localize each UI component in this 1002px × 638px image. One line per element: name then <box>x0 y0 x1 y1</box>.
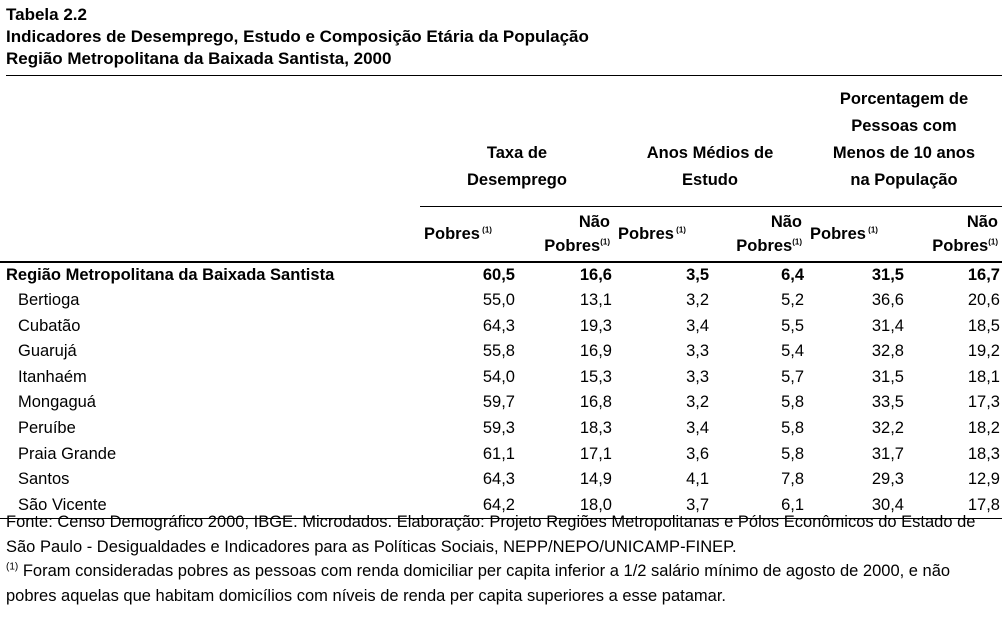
subheader-pobres-label: Pobres <box>618 224 674 243</box>
row-label: Bertioga <box>18 291 80 310</box>
cell-value: 4,1 <box>686 470 709 489</box>
cell-value: 31,5 <box>871 367 904 386</box>
cell-value: 5,2 <box>781 291 804 310</box>
cell-value: 18,2 <box>967 419 1000 438</box>
table-row <box>0 442 1002 468</box>
cell-value: 55,0 <box>482 291 515 310</box>
table-title: Indicadores de Desemprego, Estudo e Composição Etária da População <box>6 27 589 46</box>
cell-value: 3,3 <box>686 367 709 386</box>
cell-value: 3,4 <box>686 316 709 335</box>
cell-value: 31,5 <box>871 265 904 284</box>
note-marker: (1) <box>865 225 878 234</box>
cell-value: 64,3 <box>482 470 515 489</box>
subheader-pobres <box>420 206 517 262</box>
cell-value: 32,2 <box>871 419 904 438</box>
subheader-pobres-label: Pobres <box>736 236 793 255</box>
subheader-row <box>0 206 1002 262</box>
cell-value: 7,8 <box>781 470 804 489</box>
cell-value: 32,8 <box>871 342 904 361</box>
cell-value: 5,7 <box>781 367 804 386</box>
cell-value: 3,2 <box>686 393 709 412</box>
table-body <box>0 262 1002 519</box>
table-row <box>0 339 1002 365</box>
cell-value: 13,1 <box>579 291 612 310</box>
group-header-line: Anos Médios de <box>646 143 774 162</box>
subheader-pobres-label: Pobres <box>932 236 989 255</box>
subheader-nao-label: Não <box>966 212 998 231</box>
cell-value: 16,8 <box>579 393 612 412</box>
subheader-pobres-label: Pobres <box>810 224 866 243</box>
subheader-pobres-label: Pobres <box>424 224 480 243</box>
subheader-nao-label: Não <box>578 212 610 231</box>
row-label: Itanhaém <box>18 367 87 386</box>
group-header-line: Desemprego <box>467 170 567 189</box>
cell-value: 5,4 <box>781 342 804 361</box>
cell-value: 6,1 <box>711 493 806 519</box>
table-row <box>0 262 1002 289</box>
row-label: São Vicente <box>0 493 420 519</box>
subheader-pobres-label: Pobres <box>544 236 601 255</box>
table-row <box>0 365 1002 391</box>
data-table <box>0 78 1002 519</box>
cell-value: 5,8 <box>781 393 804 412</box>
note-marker: (1) <box>792 237 802 246</box>
cell-value: 33,5 <box>871 393 904 412</box>
group-header-line: Porcentagem de <box>839 89 969 108</box>
top-rule <box>6 75 1002 76</box>
group-header-line: na População <box>850 170 958 189</box>
subheader-pobres <box>614 206 711 262</box>
subheader-nao-pobres <box>906 206 1002 262</box>
cell-value: 6,4 <box>781 265 804 284</box>
cell-value: 18,3 <box>967 444 1000 463</box>
cell-value: 3,5 <box>686 265 709 284</box>
table-title-block <box>6 4 589 70</box>
row-label: Cubatão <box>18 316 81 335</box>
subheader-nao-pobres <box>517 206 614 262</box>
cell-value: 19,3 <box>579 316 612 335</box>
group-header-line: Estudo <box>682 170 738 189</box>
subheader-pobres <box>806 206 906 262</box>
cell-value: 64,3 <box>482 316 515 335</box>
cell-value: 16,7 <box>967 265 1000 284</box>
cell-value: 5,8 <box>781 444 804 463</box>
cell-value: 18,1 <box>967 367 1000 386</box>
footnote-text: Foram consideradas pobres as pessoas com renda domiciliar per capita inferior a 1/2 salário mínimo de agosto de 2000, e não pobres aquelas que habitam domicílios com níveis de renda per capita superiores a esse patamar. <box>6 562 951 605</box>
group-header-desemprego <box>420 78 614 206</box>
cell-value: 31,4 <box>871 316 904 335</box>
row-label: Guarujá <box>18 342 77 361</box>
row-label: Mongaguá <box>18 393 96 412</box>
cell-value: 16,6 <box>579 265 612 284</box>
cell-value: 60,5 <box>482 265 515 284</box>
subheader-nao-label: Não <box>770 212 802 231</box>
group-header-line: Pessoas com <box>851 116 957 135</box>
cell-value: 30,4 <box>806 493 906 519</box>
table-row <box>0 314 1002 340</box>
cell-value: 64,2 <box>420 493 517 519</box>
source-note: Fonte: Censo Demográfico 2000, IBGE. Microdados. Elaboração: Projeto Regiões Metropolitanas e Pólos Econômicos do Estado de São Paulo - Desigualdades e Indicadores para as Políticas Sociais, NEPP/NEPO/UNICAMP-FINEP. <box>6 513 976 556</box>
row-label: Praia Grande <box>18 444 117 463</box>
table-row <box>0 467 1002 493</box>
corner-blank <box>0 78 420 206</box>
cell-value: 5,8 <box>781 419 804 438</box>
group-header-estudo <box>614 78 806 206</box>
table-subtitle: Região Metropolitana da Baixada Santista, 2000 <box>6 49 392 68</box>
cell-value: 3,4 <box>686 419 709 438</box>
table-row <box>0 390 1002 416</box>
cell-value: 18,3 <box>579 419 612 438</box>
cell-value: 20,6 <box>967 291 1000 310</box>
cell-value: 59,3 <box>482 419 515 438</box>
cell-value: 55,8 <box>482 342 515 361</box>
cell-value: 17,3 <box>967 393 1000 412</box>
cell-value: 16,9 <box>579 342 612 361</box>
cell-value: 18,5 <box>967 316 1000 335</box>
cell-value: 14,9 <box>579 470 612 489</box>
cell-value: 15,3 <box>579 367 612 386</box>
group-header-line: Menos de 10 anos <box>832 143 976 162</box>
table-notes <box>6 510 1002 608</box>
cell-value: 54,0 <box>482 367 515 386</box>
table-row <box>0 288 1002 314</box>
subheader-nao-pobres <box>711 206 806 262</box>
note-marker: (1) <box>600 237 610 246</box>
cell-value: 3,7 <box>614 493 711 519</box>
note-marker: (1) <box>988 237 998 246</box>
row-label: Região Metropolitana da Baixada Santista <box>6 265 335 284</box>
cell-value: 3,6 <box>686 444 709 463</box>
footnote-marker: (1) <box>6 561 19 573</box>
cell-value: 18,0 <box>517 493 614 519</box>
cell-value: 19,2 <box>967 342 1000 361</box>
cell-value: 3,2 <box>686 291 709 310</box>
cell-value: 5,5 <box>781 316 804 335</box>
table-number: Tabela 2.2 <box>6 5 87 24</box>
cell-value: 29,3 <box>871 470 904 489</box>
subheader-blank <box>0 206 420 262</box>
group-header-populacao <box>806 78 1002 206</box>
table-row <box>0 416 1002 442</box>
group-header-line: Taxa de <box>486 143 548 162</box>
cell-value: 17,8 <box>906 493 1002 519</box>
cell-value: 3,3 <box>686 342 709 361</box>
cell-value: 17,1 <box>579 444 612 463</box>
note-marker: (1) <box>673 225 686 234</box>
cell-value: 31,7 <box>871 444 904 463</box>
cell-value: 61,1 <box>482 444 515 463</box>
cell-value: 59,7 <box>482 393 515 412</box>
row-label: Peruíbe <box>18 419 76 438</box>
cell-value: 12,9 <box>967 470 1000 489</box>
note-marker: (1) <box>479 225 492 234</box>
cell-value: 36,6 <box>871 291 904 310</box>
row-label: Santos <box>18 470 70 489</box>
footnote <box>6 559 1002 608</box>
